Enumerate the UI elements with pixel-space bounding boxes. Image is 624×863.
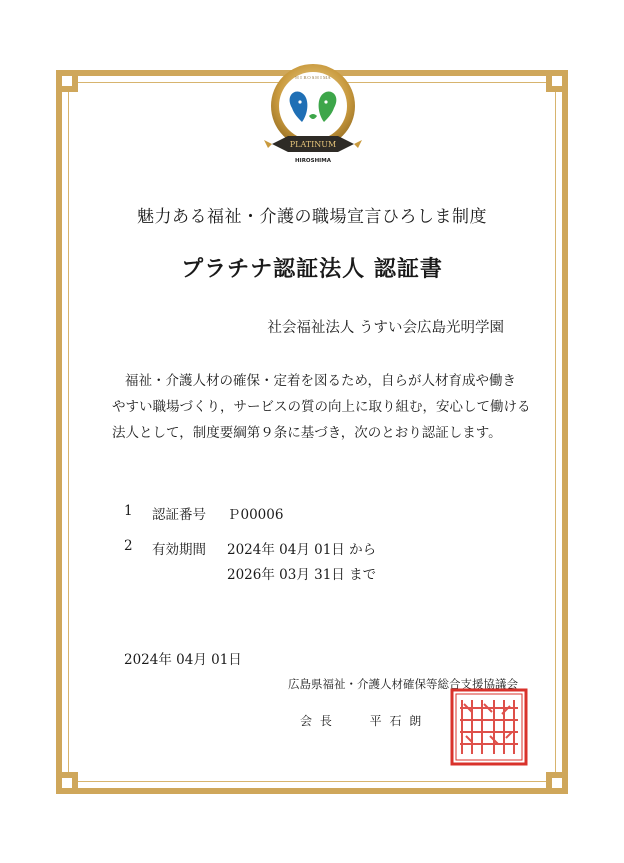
emblem-bottom-text: HIROSHIMA <box>295 158 331 164</box>
platinum-emblem-icon <box>258 58 368 178</box>
validity-period-label: 有効期間 <box>152 542 206 558</box>
frame-corner-top-left <box>56 70 78 92</box>
issuer-signature-line <box>300 712 423 729</box>
issuer-organization: 広島県福祉・介護人材確保等総合支援協議会 <box>288 677 518 691</box>
field-number-1: 1 <box>124 503 133 519</box>
certificate-subtitle: 魅力ある福祉・介護の職場宣言ひろしま制度 <box>137 207 487 227</box>
recipient-name: 社会福祉法人 うすい会広島光明学園 <box>267 320 504 336</box>
body-line-2: やすい職場づくり，サービスの質の向上に取り組む，安心して働ける <box>112 399 531 415</box>
official-seal-icon <box>450 688 528 766</box>
emblem-top-text: ＨＩＲＯＳＨＩＭＡ <box>295 75 331 80</box>
certificate-title: プラチナ認証法人 認証書 <box>181 256 443 282</box>
emblem-ribbon-text: PLATINUM <box>289 140 337 149</box>
body-line-3: 法人として，制度要綱第９条に基づき，次のとおり認証します。 <box>112 425 502 441</box>
issue-date: 2024年 04月 01日 <box>124 652 242 668</box>
frame-corner-bottom-right <box>546 772 568 794</box>
frame-corner-bottom-left <box>56 772 78 794</box>
certification-number-value: Ｐ00006 <box>227 507 284 523</box>
field-number-2: 2 <box>124 538 133 554</box>
certificate-body <box>112 368 531 446</box>
issuer-name: 平 石 朗 <box>369 714 424 728</box>
certification-number-label: 認証番号 <box>152 507 206 523</box>
body-line-1: 福祉・介護人材の確保・定着を図るため，自らが人材育成や働き <box>125 373 516 389</box>
issuer-title: 会 長 <box>300 714 334 728</box>
frame-corner-top-right <box>546 70 568 92</box>
validity-period-start: 2024年 04月 01日 から <box>227 542 377 558</box>
validity-period-end: 2026年 03月 31日 まで <box>227 567 377 583</box>
